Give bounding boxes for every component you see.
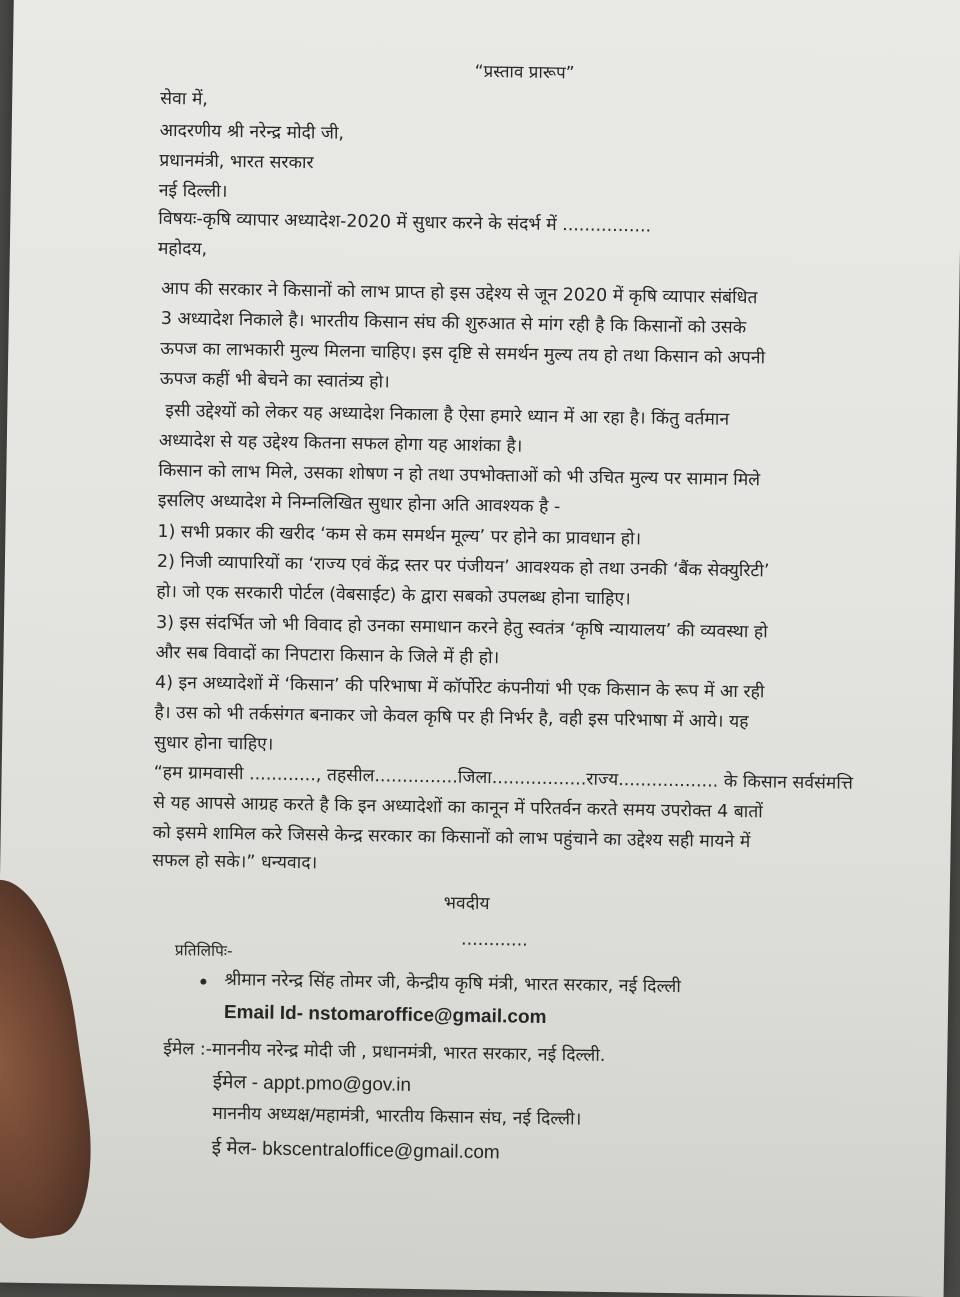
cc-line: श्रीमान नरेन्द्र सिंह तोमर जी, केन्द्रीय कृषि मंत्री, भारत सरकार, नई दिल्ली xyxy=(224,969,681,998)
email-line: Email Id- nstomaroffice@gmail.com xyxy=(223,1001,547,1029)
address-line: नई दिल्ली। xyxy=(158,180,228,202)
address-line: प्रधानमंत्री, भारत सरकार xyxy=(159,150,314,174)
letter-title: “प्रस्ताव प्रारूप” xyxy=(474,61,575,84)
body-line: इसी उद्देश्यों को लेकर यह अध्यादेश निकाला है ऐसा हमारे ध्यान में आ रहा है। किंतु वर्तमान xyxy=(165,400,730,430)
list-item: सुधार होना चाहिए। xyxy=(153,732,274,755)
subject-line: विषयः-कृषि व्यापार अध्यादेश-2020 में सुधार करने के संदर्भ में ................ xyxy=(158,208,652,237)
resolution-line: को इसमे शामिल करे जिससे केन्द्र सरकार का किसानों को लाभ पहुंचाने का उद्देश्य सही मायने में xyxy=(152,822,751,853)
resolution-line: सफल हो सके।” धन्यवाद। xyxy=(152,850,318,874)
salutation: महोदय, xyxy=(157,238,208,260)
body-line: ऊपज कहीं भी बेचने का स्वातंत्र्य हो। xyxy=(159,368,390,393)
list-item: 1) सभी प्रकार की खरीद ‘कम से कम समर्थन मूल्य’ पर होने का प्रावधान हो। xyxy=(157,521,642,550)
list-item: 2) निजी व्यापारियों का ‘राज्य एवं केंद्र स्तर पर पंजीयन’ आवश्यक हो तथा उनकी ‘बैंक सेक्युरिटी’ xyxy=(156,551,770,582)
list-item: और सब विवादों का निपटारा किसान के जिले में ही हो। xyxy=(155,642,500,669)
cc-line: ईमेल :-माननीय नरेन्द्र मोदी जी , प्रधानमंत्री, भारत सरकार, नई दिल्ली. xyxy=(163,1039,606,1066)
cc-line: माननीय अध्यक्ष/महामंत्री, भारतीय किसान संघ, नई दिल्ली। xyxy=(212,1103,582,1130)
cc-line: ईमेल - appt.pmo@gov.in xyxy=(212,1071,412,1096)
body-line: आप की सरकार ने किसानों को लाभ प्राप्त हो इस उद्देश्य से जून 2020 में कृषि व्यापार संबंधित xyxy=(161,278,758,309)
list-item: है। उस को भी तर्कसंगत बनाकर जो केवल कृषि पर ही निर्भर है, वही इस परिभाषा में आये। यह xyxy=(154,702,749,733)
body-line: किसान को लाभ मिले, उसका शोषण न हो तथा उपभोक्ताओं को भी उचित मुल्य पर सामान मिले xyxy=(158,460,761,491)
cc-line xyxy=(224,1002,547,1030)
list-item: हो। जो एक सरकारी पोर्टल (वेबसाईट) के द्वारा सबको उपलब्ध होना चाहिए। xyxy=(156,581,631,610)
body-line: अध्यादेश से यह उद्देश्य कितना सफल होगा यह आशंका है। xyxy=(158,430,523,457)
address-line: आदरणीय श्री नरेन्द्र मोदी जी, xyxy=(159,120,345,144)
cc-line: ई मेल- bkscentraloffice@gmail.com xyxy=(211,1137,500,1164)
signature-dots: ............ xyxy=(460,929,528,951)
list-item: 3) इस संदर्भित जो भी विवाद हो उनका समाधान करने हेतु स्वतंत्र ‘कृषि न्यायालय’ की व्यवस्था हो xyxy=(155,612,768,643)
body-line: 3 अध्यादेश निकाले है। भारतीय किसान संघ की शुरुआत से मांग रही है कि किसानों को उसके xyxy=(160,308,747,339)
address-line: सेवा में, xyxy=(160,88,209,110)
resolution-line: “हम ग्रामवासी ............, तहसील...............जिला.................राज्य.................. के किसान सर्वसंमत्ति xyxy=(153,762,854,794)
body-line: ऊपज का लाभकारी मुल्य मिलना चाहिए। इस दृष्टि से समर्थन मुल्य तय हो तथा किसान को अपनी xyxy=(160,338,766,369)
resolution-line: से यह आपसे आग्रह करते है कि इन अध्यादेशों का कानून में परितर्वन करते समय उपरोक्त 4 बातों xyxy=(153,792,763,823)
list-item: 4) इन अध्यादेशों में ‘किसान’ की परिभाषा में कॉर्पोरेट कंपनीयां भी एक किसान के रूप में आ रही xyxy=(154,672,765,703)
bullet-icon xyxy=(200,979,206,985)
body-line: इसलिए अध्यादेश मे निम्नलिखित सुधार होना अति आवश्यक है - xyxy=(157,490,561,518)
closing: भवदीय xyxy=(443,893,490,915)
cc-label: प्रतिलिपिः- xyxy=(174,941,233,961)
